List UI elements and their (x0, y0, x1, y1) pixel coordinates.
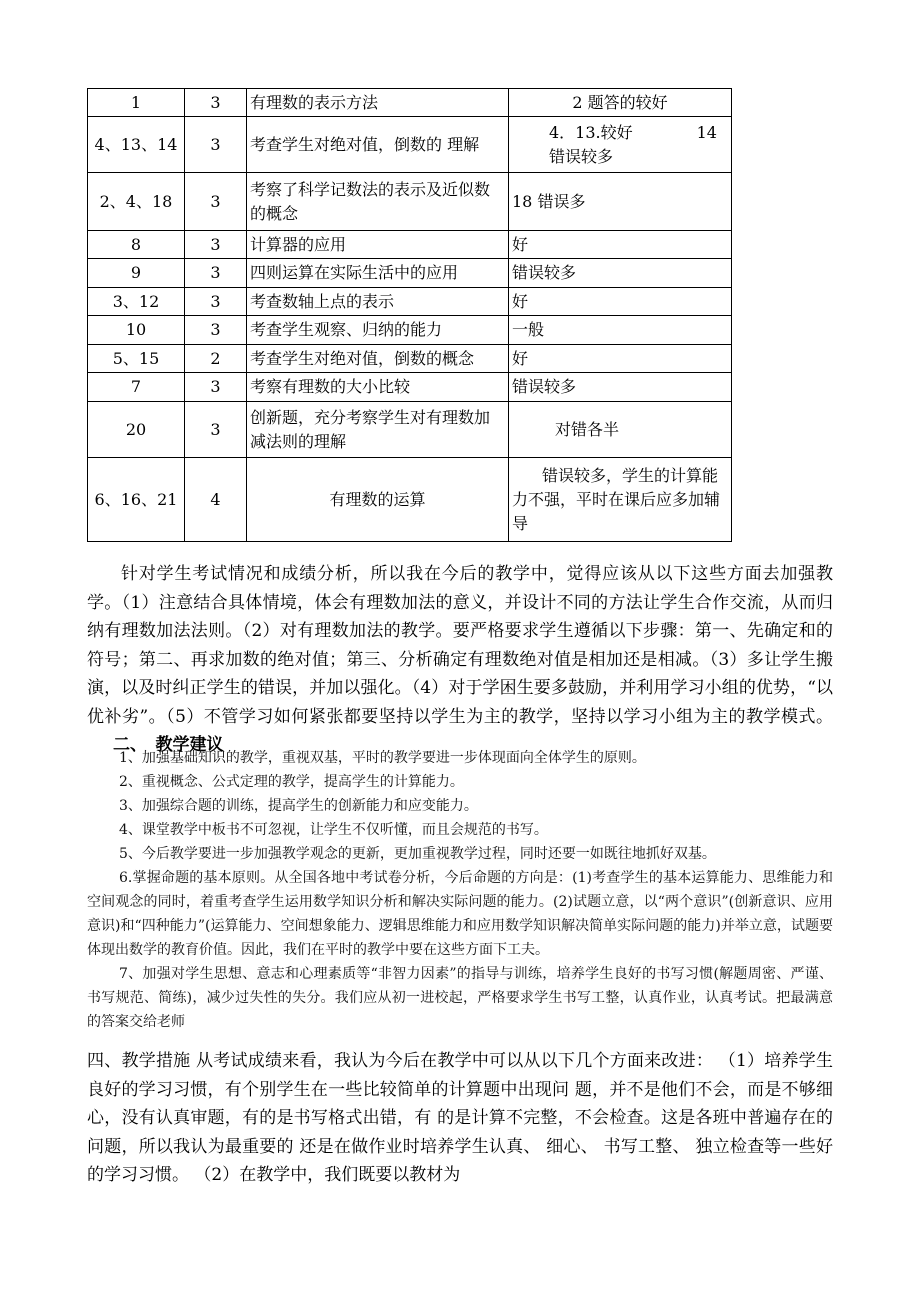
measures-paragraph (87, 1047, 833, 1190)
score: 3 (185, 259, 247, 288)
table-row (88, 117, 732, 173)
topic: 考查学生观察、归纳的能力 (247, 316, 509, 345)
result-note: 错误较多 (509, 373, 732, 402)
table-row (88, 288, 732, 316)
list-item: 4、课堂教学中板书不可忽视，让学生不仅听懂，而且会规范的书写。 (119, 822, 548, 838)
result-note: 好 (509, 345, 732, 373)
suggestion-list (87, 746, 833, 1034)
table-row (88, 231, 732, 259)
score: 2 (185, 345, 247, 373)
list-item: 7、加强对学生思想、意志和心理素质等“非智力因素”的指导与训练，培养学生良好的书写习惯(解题周密、严谨、书写规范、简练)，减少过失性的失分。我们应从初一进校起，严格要求学生书写工整，认真作业，认真考试。把最满意的答案交给老师 (87, 966, 833, 1030)
topic: 考察了科学记数法的表示及近似数的概念 (247, 173, 509, 231)
table-row (88, 89, 732, 117)
score: 3 (185, 231, 247, 259)
topic: 有理数的表示方法 (247, 89, 509, 117)
score: 3 (185, 373, 247, 402)
measures-text: 四、教学措施 从考试成绩来看，我认为今后在教学中可以从以下几个方面来改进： （1）培养学生良好的学习习惯，有个别学生在一些比较简单的计算题中出现问 题，并不是他们不会，而是不够细心，没有认真审题，有的是书写格式出错，有 的是计算不完整，不会检查。这是各班中普遍存在的问题，所以我认为最重要的 还是在做作业时培养学生认真、 细心、 书写工整、 独立检查等一些好的学习习惯。 （2）在教学中，我们既要以教材为 (87, 1051, 833, 1185)
analysis-text: 针对学生考试情况和成绩分析，所以我在今后的教学中，觉得应该从以下这些方面去加强教学。（1）注意结合具体情境，体会有理数加法的意义，并设计不同的方法让学生合作交流，从而归纳有理数加法法则。（2）对有理数加法的教学。要严格要求学生遵循以下步骤：第一、先确定和的符号；第二、再求加数的绝对值；第三、分析确定有理数绝对值是相加还是相减。（3）多让学生搬演，以及时纠正学生的错误，并加以强化。（4）对于学困生要多鼓励，并利用学习小组的优势，“以优补劣”。（5）不管学习如何紧张都要坚持以学生为主的教学，坚持以学习小组为主的教学模式。 (87, 564, 833, 727)
result-note: 4．13.较好 14 错误较多 (509, 117, 732, 173)
score: 3 (185, 89, 247, 117)
topic: 考察有理数的大小比较 (247, 373, 509, 402)
question-number: 8 (88, 231, 185, 259)
table-row (88, 316, 732, 345)
analysis-paragraph (87, 560, 833, 760)
topic: 计算器的应用 (247, 231, 509, 259)
result-note: 一般 (509, 316, 732, 345)
result-note: 对错各半 (509, 402, 732, 458)
question-number: 4、13、14 (88, 117, 185, 173)
result-note: 2 题答的较好 (509, 89, 732, 117)
list-item: 3、加强综合题的训练，提高学生的创新能力和应变能力。 (119, 798, 478, 814)
result-note: 错误较多 (509, 259, 732, 288)
table-row (88, 402, 732, 458)
question-number: 10 (88, 316, 185, 345)
score: 3 (185, 173, 247, 231)
list-item: 6.掌握命题的基本原则。从全国各地中考试卷分析，今后命题的方向是：(1)考查学生的基本运算能力、思维能力和空间观念的同时，着重考查学生运用数学知识分析和解决实际问题的能力。(2)试题立意，以“两个意识”(创新意识、应用意识)和“四种能力”(运算能力、空间想象能力、逻辑思维能力和应用数学知识解决简单实际问题的能力)并举立意，试题要体现出数学的教育价值。因此，我们在平时的教学中要在这些方面下工夫。 (87, 870, 833, 958)
question-number: 3、12 (88, 288, 185, 316)
topic: 创新题，充分考察学生对有理数加减法则的理解 (247, 402, 509, 458)
score: 4 (185, 458, 247, 542)
topic: 考查学生对绝对值，倒数的 理解 (247, 117, 509, 173)
score: 3 (185, 288, 247, 316)
question-number: 1 (88, 89, 185, 117)
question-number: 20 (88, 402, 185, 458)
exam-analysis-table (87, 88, 732, 542)
result-note: 好 (509, 231, 732, 259)
table-row (88, 259, 732, 288)
score: 3 (185, 402, 247, 458)
list-item: 2、重视概念、公式定理的教学，提高学生的计算能力。 (119, 774, 464, 790)
question-number: 2、4、18 (88, 173, 185, 231)
list-item: 5、今后教学要进一步加强教学观念的更新，更加重视教学过程，同时还要一如既往地抓好双基。 (119, 846, 716, 862)
topic: 有理数的运算 (247, 458, 509, 542)
table-row (88, 373, 732, 402)
question-number: 9 (88, 259, 185, 288)
topic: 四则运算在实际生活中的应用 (247, 259, 509, 288)
question-number: 7 (88, 373, 185, 402)
question-number: 6、16、21 (88, 458, 185, 542)
table-row (88, 458, 732, 542)
score: 3 (185, 117, 247, 173)
score: 3 (185, 316, 247, 345)
section-heading-suggestions: 二、 教学建议 (113, 735, 224, 755)
topic: 考查学生对绝对值，倒数的概念 (247, 345, 509, 373)
table-row (88, 173, 732, 231)
topic: 考查数轴上点的表示 (247, 288, 509, 316)
table-row (88, 345, 732, 373)
result-note: 好 (509, 288, 732, 316)
question-number: 5、15 (88, 345, 185, 373)
list-item: 1、加强基础知识的教学，重视双基，平时的教学要进一步体现面向全体学生的原则。 (119, 750, 646, 766)
result-note: 错误较多，学生的计算能力不强，平时在课后应多加辅导 (509, 458, 732, 542)
result-note: 18 错误多 (509, 173, 732, 231)
